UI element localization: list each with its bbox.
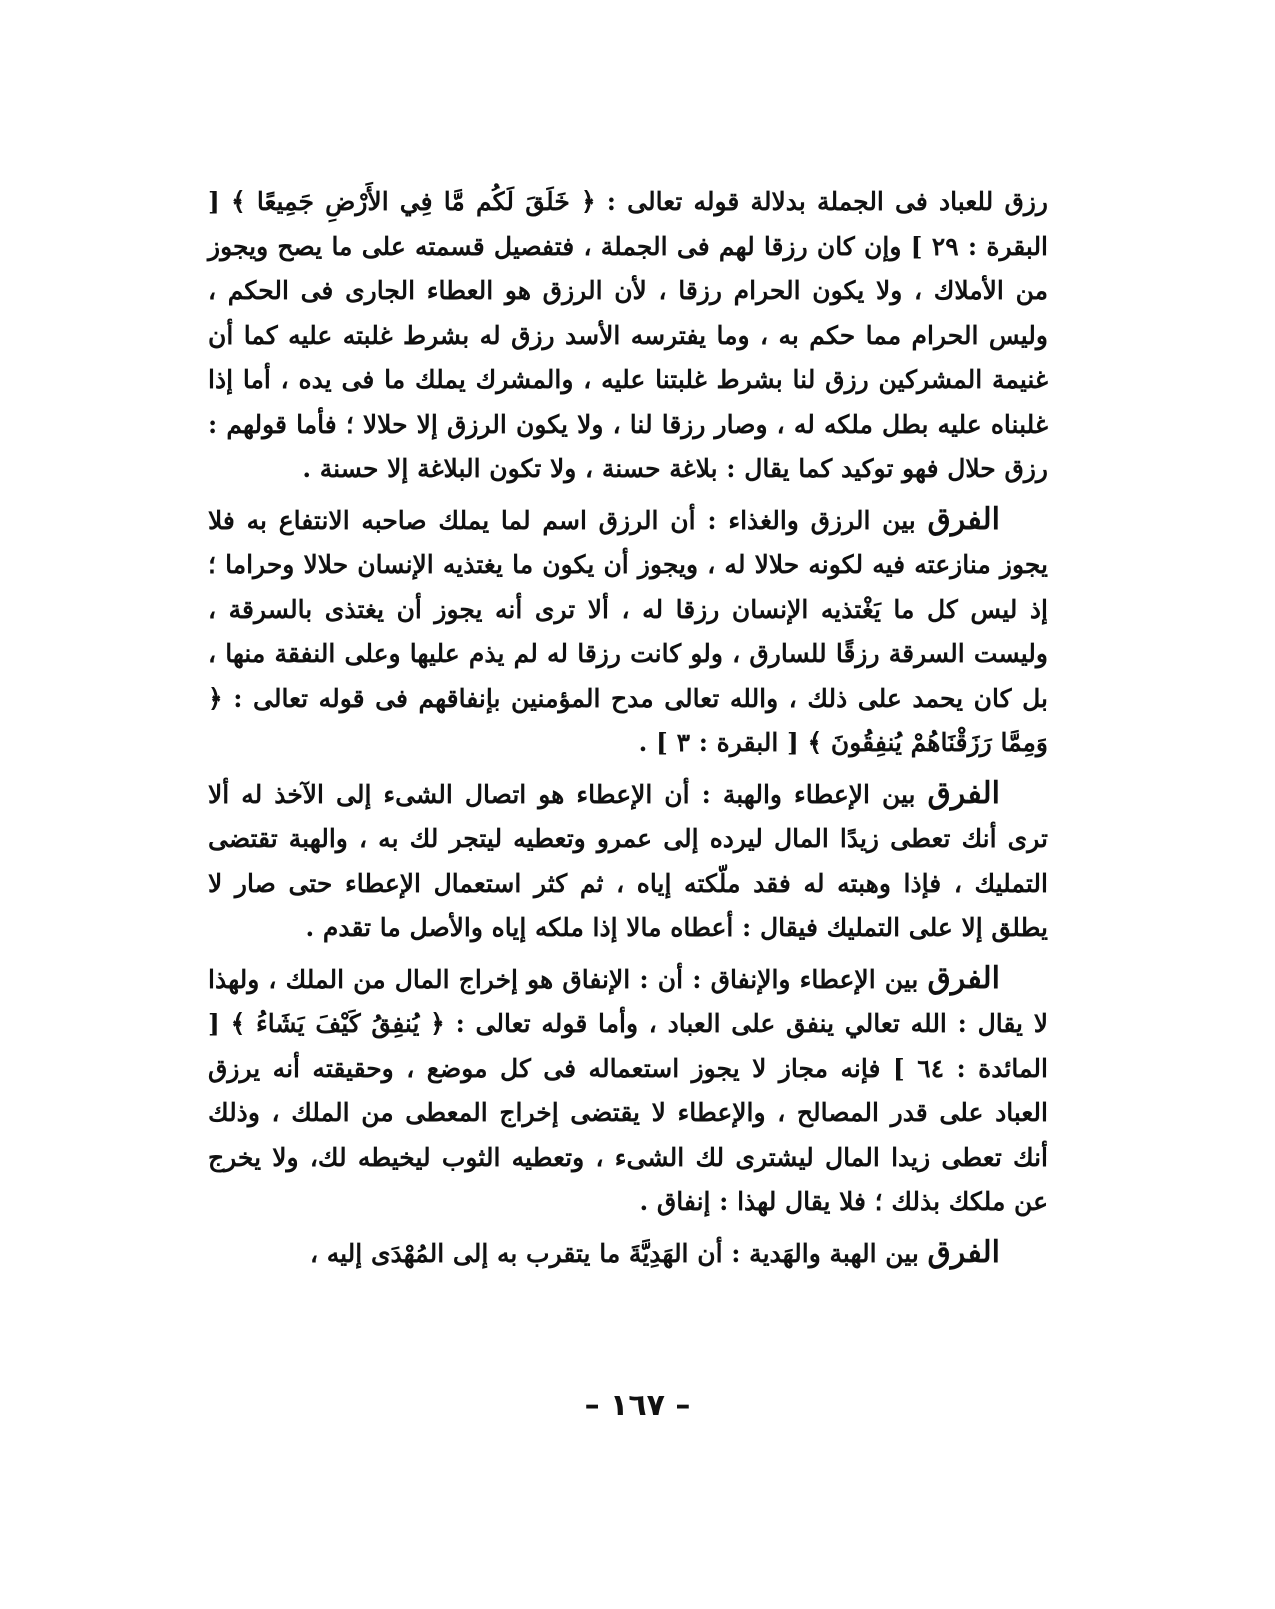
paragraph-text: أن الهَدِيَّةَ ما يتقرب به إلى المُهْدَى إليه ، (309, 1238, 723, 1268)
section-heading-keyword: الفرق (927, 960, 1000, 996)
section-heading-keyword: الفرق (927, 775, 1000, 811)
paragraph-itaa-infaq (208, 957, 1048, 1225)
section-heading-title: بين الإعطاء والإنفاق : (692, 964, 919, 994)
section-heading-title: بين الهبة والهَدية : (731, 1238, 919, 1268)
paragraph-rizq-ghidha (208, 498, 1048, 766)
page-number: – ١٦٧ – (584, 1388, 691, 1423)
paragraph-text: أن الإعطاء هو اتصال الشىء إلى الآخذ له ألا ترى أنك تعطى زيدًا المال ليرده إلى عمرو وتعطيه ليتجر لك به ، والهبة تقتضى التمليك ، فإذا وهبته له فقد ملّكته إياه ، ثم كثر استعمال الإعطاء حتى صار لا يطلق إلا على التمليك فيقال : أعطاه مالا إذا ملكه إياه والأصل ما تقدم . (208, 779, 1048, 942)
paragraph-text: أن : الإنفاق هو إخراج المال من الملك ، ولهذا لا يقال : الله تعالي ينفق على العباد ، وأما قوله تعالى : ﴿ يُنفِقُ كَيْفَ يَشَاءُ ﴾ [ المائدة : ٦٤ ] فإنه مجاز لا يجوز استعماله فى كل موضع ، وحقيقته أنه يرزق العباد على قدر المصالح ، والإعطاء لا يقتضى إخراج المعطى من الملك ، وذلك أنك تعطى زيدا المال ليشترى لك الشىء ، وتعطيه الثوب ليخيطه لك، ولا يخرج عن ملكك بذلك ؛ فلا يقال لهذا : إنفاق . (208, 964, 1048, 1216)
paragraph-text: أن الرزق اسم لما يملك صاحبه الانتفاع به فلا يجوز منازعته فيه لكونه حلالا له ، ويجوز أن يكون ما يغتذيه الإنسان حلالا وحراما ؛ إذ ليس كل ما يَغْتذيه الإنسان رزقا له ، ألا ترى أنه يجوز أن يغتذى بالسرقة ، وليست السرقة رزقًا للسارق ، ولو كانت رزقا له لم يذم عليها وعلى النفقة منها ، بل كان يحمد على ذلك ، والله تعالى مدح المؤمنين بإنفاقهم فى قوله تعالى : ﴿ وَمِمَّا رَزَقْنَاهُمْ يُنفِقُونَ ﴾ [ البقرة : ٣ ] . (208, 505, 1048, 757)
section-heading-title: بين الإعطاء والهبة : (701, 779, 916, 809)
section-heading-keyword: الفرق (927, 1234, 1000, 1270)
paragraph-text: رزق للعباد فى الجملة بدلالة قوله تعالى : ﴿ خَلَقَ لَكُم مَّا فِي الأَرْضِ جَمِيعًا ﴾ [ البقرة : ٢٩ ] وإن كان رزقا لهم فى الجملة ، فتفصيل قسمته على ما يصح ويجوز من الأملاك ، ولا يكون الحرام رزقا ، لأن الرزق هو العطاء الجارى فى الحكم ، وليس الحرام مما حكم به ، وما يفترسه الأسد رزق له بشرط غلبته عليه كما أن غنيمة المشركين رزق لنا بشرط غلبتنا عليه ، والمشرك يملك ما فى يده ، أما إذا غلبناه عليه بطل ملكه له ، وصار رزقا لنا ، ولا يكون الرزق إلا حلالا ؛ فأما قولهم : رزق حلال فهو توكيد كما يقال : بلاغة حسنة ، ولا تكون البلاغة إلا حسنة . (208, 187, 1049, 483)
page-body (208, 180, 1048, 1276)
paragraph-intro (208, 180, 1048, 492)
section-heading-keyword: الفرق (927, 501, 1000, 537)
paragraph-itaa-hiba (208, 772, 1048, 951)
section-heading-title: بين الرزق والغذاء : (707, 505, 916, 535)
paragraph-hiba-hadiya (208, 1231, 1048, 1277)
